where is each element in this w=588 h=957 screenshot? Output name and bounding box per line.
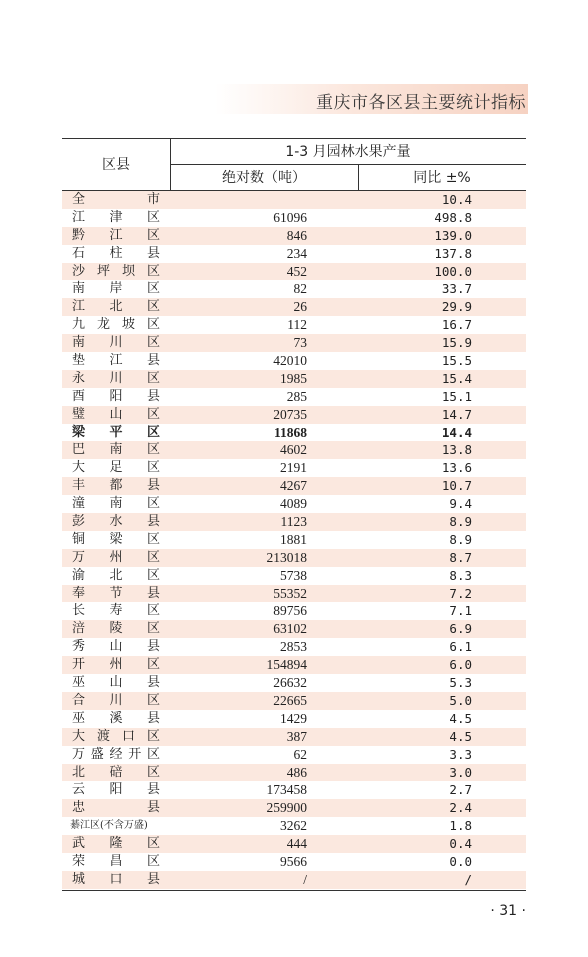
table-row <box>62 263 526 281</box>
table-row <box>62 674 526 692</box>
yoy-value: 137.8 <box>434 245 472 261</box>
table-row <box>62 441 526 459</box>
yoy-value: 6.9 <box>449 621 472 637</box>
absolute-value: 2191 <box>280 460 307 476</box>
absolute-value: 285 <box>286 388 307 404</box>
county-name: 铜 梁 区 <box>72 531 160 547</box>
absolute-value: 89756 <box>273 603 307 619</box>
yoy-value: 0.0 <box>449 853 472 869</box>
yoy-value: 15.9 <box>441 335 472 351</box>
yoy-value: 7.1 <box>449 603 472 619</box>
absolute-value: 82 <box>293 281 307 297</box>
yoy-value: 3.3 <box>449 746 472 762</box>
table-row <box>62 638 526 656</box>
table-row <box>62 835 526 853</box>
yoy-value: 15.5 <box>441 353 472 369</box>
county-name: 潼 南 区 <box>72 496 160 512</box>
county-name: 大 渡 口 区 <box>72 728 160 744</box>
county-name: 渝 北 区 <box>72 567 160 583</box>
absolute-value: 55352 <box>273 585 307 601</box>
table-row <box>62 388 526 406</box>
county-name: 武 隆 区 <box>72 836 160 852</box>
county-name: 彭 水 县 <box>72 514 160 530</box>
absolute-value: 4089 <box>280 496 307 512</box>
table-row <box>62 799 526 817</box>
yoy-value: 1.8 <box>449 818 472 834</box>
absolute-value: 63102 <box>273 621 307 637</box>
absolute-value: 846 <box>286 227 307 243</box>
county-name: 涪 陵 区 <box>72 621 160 637</box>
absolute-value: 1429 <box>280 710 307 726</box>
table-row <box>62 352 526 370</box>
county-name: 奉 节 县 <box>72 585 160 601</box>
absolute-value: 61096 <box>273 209 307 225</box>
yoy-value: 16.7 <box>441 317 472 333</box>
county-name: 丰 都 县 <box>72 478 160 494</box>
absolute-value: 4267 <box>280 478 307 494</box>
header-county: 区县 <box>102 157 130 173</box>
county-name: 忠 县 <box>72 800 160 816</box>
table-row <box>62 280 526 298</box>
yoy-value: 8.7 <box>449 549 472 565</box>
county-name: 秀 山 县 <box>72 639 160 655</box>
county-name: 江 津 区 <box>72 209 160 225</box>
table-bottom-rule <box>62 890 526 891</box>
yoy-value: 6.1 <box>449 639 472 655</box>
county-name: 荣 昌 区 <box>72 853 160 869</box>
yoy-value: 8.3 <box>449 567 472 583</box>
yoy-value: 9.4 <box>449 496 472 512</box>
absolute-value: 173458 <box>266 782 307 798</box>
table-row <box>62 513 526 531</box>
table-row <box>62 424 526 442</box>
absolute-value: 22665 <box>273 692 307 708</box>
absolute-value: 73 <box>293 335 307 351</box>
table-row <box>62 477 526 495</box>
yoy-value: 10.4 <box>441 192 472 207</box>
absolute-value: 20735 <box>273 406 307 422</box>
county-name: 梁 平 区 <box>72 424 160 440</box>
header-absolute: 绝对数（吨） <box>222 170 306 186</box>
table-row <box>62 298 526 316</box>
table-row <box>62 746 526 764</box>
county-name: 全 市 <box>72 192 160 207</box>
yoy-value: 4.5 <box>449 710 472 726</box>
table-row <box>62 781 526 799</box>
yoy-value: / <box>464 871 472 887</box>
table-row <box>62 191 526 209</box>
table-row <box>62 602 526 620</box>
county-name: 北 碚 区 <box>72 764 160 780</box>
yoy-value: 15.4 <box>441 370 472 386</box>
yoy-value: 15.1 <box>441 388 472 404</box>
table-row <box>62 710 526 728</box>
county-name: 璧 山 区 <box>72 406 160 422</box>
absolute-value: 1881 <box>280 531 307 547</box>
yoy-value: 14.4 <box>441 424 472 440</box>
absolute-value: 11868 <box>273 424 307 440</box>
absolute-value: / <box>303 871 307 887</box>
county-name: 长 寿 区 <box>72 603 160 619</box>
table-row <box>62 728 526 746</box>
absolute-value: 444 <box>286 836 307 852</box>
county-name: 酉 阳 县 <box>72 388 160 404</box>
absolute-value: 213018 <box>266 549 307 565</box>
absolute-value: 234 <box>286 245 307 261</box>
yoy-value: 33.7 <box>441 281 472 297</box>
yoy-value: 3.0 <box>449 764 472 780</box>
table-row <box>62 316 526 334</box>
county-name: 南 岸 区 <box>72 281 160 297</box>
table-row <box>62 227 526 245</box>
absolute-value: 387 <box>286 728 307 744</box>
county-name: 开 州 区 <box>72 657 160 673</box>
table-row <box>62 656 526 674</box>
absolute-value: 452 <box>286 263 307 279</box>
yoy-value: 2.7 <box>449 782 472 798</box>
table-row <box>62 549 526 567</box>
county-name: 南 川 区 <box>72 335 160 351</box>
table-row <box>62 620 526 638</box>
table-row <box>62 585 526 603</box>
county-name: 城 口 县 <box>72 871 160 887</box>
table-row <box>62 853 526 871</box>
table-row <box>62 531 526 549</box>
table-body <box>62 191 526 889</box>
absolute-value: 62 <box>293 746 307 762</box>
absolute-value: 42010 <box>273 353 307 369</box>
table-row <box>62 495 526 513</box>
yoy-value: 8.9 <box>449 531 472 547</box>
page-number: · 31 · <box>490 903 526 919</box>
county-name: 巴 南 区 <box>72 442 160 458</box>
absolute-value: 9566 <box>280 853 307 869</box>
yoy-value: 0.4 <box>449 836 472 852</box>
absolute-value: 2853 <box>280 639 307 655</box>
yoy-value: 6.0 <box>449 657 472 673</box>
absolute-value: 5738 <box>280 567 307 583</box>
yoy-value: 13.8 <box>441 442 472 458</box>
county-name: 万 盛 经 开 区 <box>72 746 160 762</box>
yoy-value: 14.7 <box>441 406 472 422</box>
yoy-value: 7.2 <box>449 585 472 601</box>
absolute-value: 259900 <box>266 800 307 816</box>
header-yoy: 同比 ±% <box>413 170 471 186</box>
yoy-value: 29.9 <box>441 299 472 315</box>
page-title: 重庆市各区县主要统计指标 <box>316 93 526 113</box>
table-row <box>62 871 526 889</box>
absolute-value: 1985 <box>280 370 307 386</box>
absolute-value: 1123 <box>280 514 307 530</box>
absolute-value: 3262 <box>280 818 307 834</box>
county-name: 綦江区(不含万盛) <box>70 820 148 832</box>
yoy-value: 139.0 <box>434 227 472 243</box>
county-name: 大 足 区 <box>72 460 160 476</box>
absolute-value <box>170 191 307 209</box>
absolute-value: 26632 <box>273 675 307 691</box>
yoy-value: 2.4 <box>449 800 472 816</box>
table-row <box>62 764 526 782</box>
absolute-value: 26 <box>293 299 307 315</box>
county-name: 九 龙 坡 区 <box>72 317 160 333</box>
yoy-value: 13.6 <box>441 460 472 476</box>
absolute-value: 112 <box>287 317 307 333</box>
yoy-value: 4.5 <box>449 728 472 744</box>
yoy-value: 100.0 <box>434 263 472 279</box>
yoy-value: 10.7 <box>441 478 472 494</box>
table-row <box>62 817 526 835</box>
county-name: 垫 江 县 <box>72 353 160 369</box>
table-row <box>62 406 526 424</box>
table-row <box>62 334 526 352</box>
county-name: 黔 江 区 <box>72 227 160 243</box>
absolute-value: 486 <box>286 764 307 780</box>
county-name: 巫 溪 县 <box>72 710 160 726</box>
absolute-value: 154894 <box>266 657 307 673</box>
yoy-value: 498.8 <box>434 209 472 225</box>
county-name: 江 北 区 <box>72 299 160 315</box>
yoy-value: 5.3 <box>449 675 472 691</box>
table-header <box>62 138 526 190</box>
county-name: 石 柱 县 <box>72 245 160 261</box>
table-row <box>62 567 526 585</box>
header-group: 1-3 月园林水果产量 <box>285 144 411 160</box>
yoy-value: 8.9 <box>449 514 472 530</box>
table-row <box>62 459 526 477</box>
yoy-value: 5.0 <box>449 692 472 708</box>
table-row <box>62 209 526 227</box>
county-name: 沙 坪 坝 区 <box>72 263 160 279</box>
county-name: 云 阳 县 <box>72 782 160 798</box>
county-name: 合 川 区 <box>72 692 160 708</box>
table-row <box>62 692 526 710</box>
table-row <box>62 370 526 388</box>
county-name: 永 川 区 <box>72 370 160 386</box>
county-name: 巫 山 县 <box>72 675 160 691</box>
table-row <box>62 245 526 263</box>
absolute-value: 4602 <box>280 442 307 458</box>
county-name: 万 州 区 <box>72 549 160 565</box>
